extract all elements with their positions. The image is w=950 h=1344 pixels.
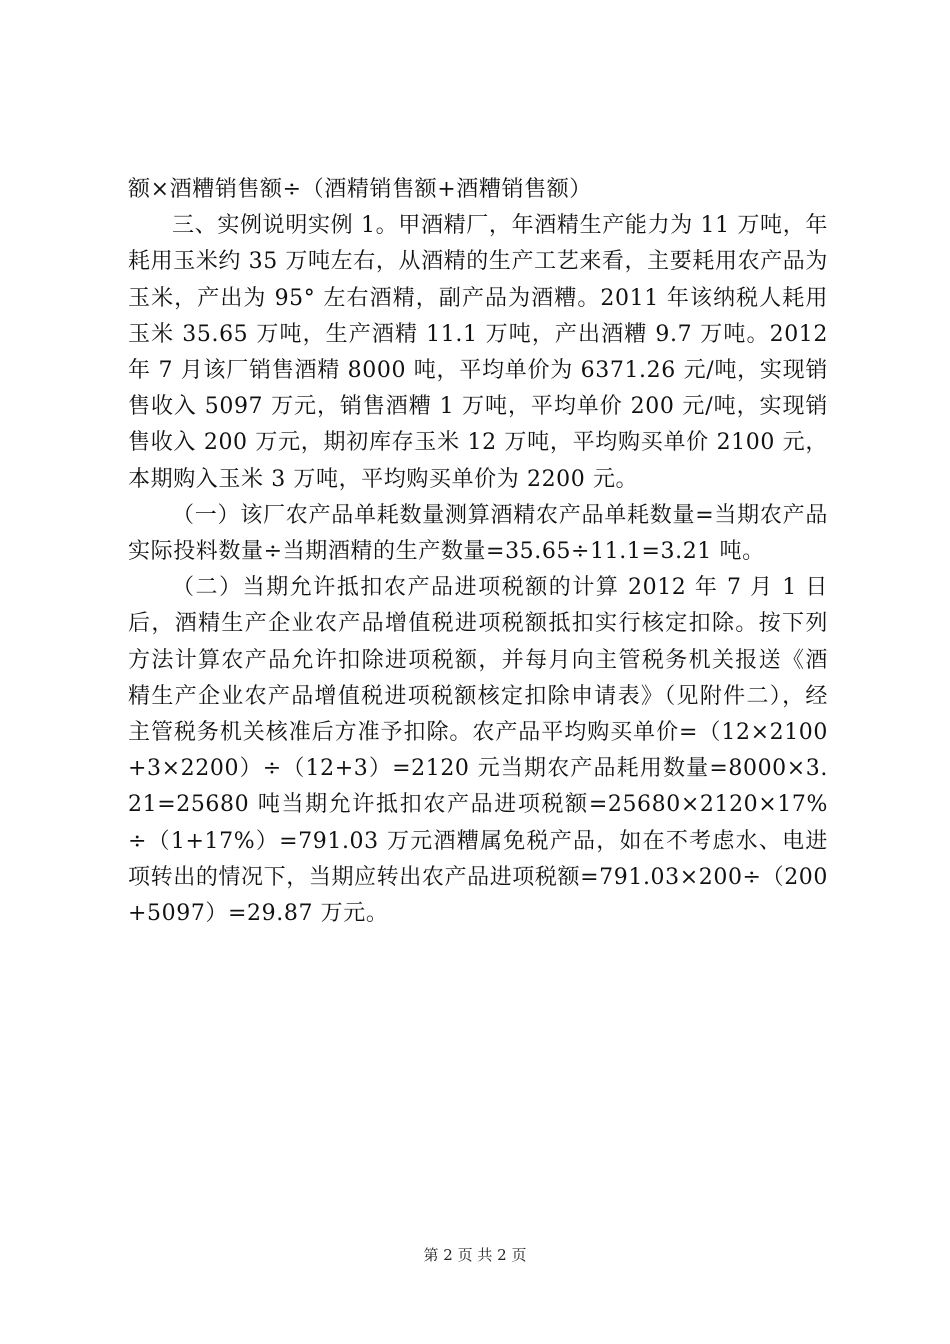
- page-footer: 第 2 页 共 2 页: [423, 1246, 527, 1264]
- paragraph-example-1: 三、实例说明实例 1。甲酒精厂，年酒精生产能力为 11 万吨，年耗用玉米约 35 万吨左右，从酒精的生产工艺来看，主要耗用农产品为玉米，产出为 95° 左右酒精，副产品为酒糟。2011 年该纳税人耗用玉米 35.65 万吨，生产酒精 11.1 万吨，产出酒糟 9.7 万吨。2012 年 7 月该厂销售酒精 8000 吨，平均单价为 6371.26 元/吨，实现销售收入 5097 万元，销售酒糟 1 万吨，平均单价 200 元/吨，实现销售收入 200 万元，期初库存玉米 12 万吨，平均购买单价 2100 元，本期购入玉米 3 万吨，平均购买单价为 2200 元。: [128, 213, 828, 492]
- paragraph-formula-continuation: 额×酒糟销售额÷（酒精销售额+酒糟销售额）: [128, 177, 592, 202]
- paragraph-deductible-tax-calculation: （二）当期允许抵扣农产品进项税额的计算 2012 年 7 月 1 日后，酒精生产企业农产品增值税进项税额抵扣实行核定扣除。按下列方法计算农产品允许扣除进项税额，并每月向主管税务机关报送《酒精生产企业农产品增值税进项税额核定扣除申请表》（见附件二），经主管税务机关核准后方准予扣除。农产品平均购买单价=（12×2100+3×2200）÷（12+3）=2120 元当期农产品耗用数量=8000×3.21=25680 吨当期允许抵扣农产品进项税额=25680×2120×17%÷（1+17%）=791.03 万元酒糟属免税产品，如在不考虑水、电进项转出的情况下，当期应转出农产品进项税额=791.03×200÷（200+5097）=29.87 万元。: [128, 575, 828, 927]
- document-body: [128, 172, 828, 932]
- paragraph-unit-consumption: （一）该厂农产品单耗数量测算酒精农产品单耗数量=当期农产品实际投料数量÷当期酒精的生产数量=35.65÷11.1=3.21 吨。: [128, 502, 828, 565]
